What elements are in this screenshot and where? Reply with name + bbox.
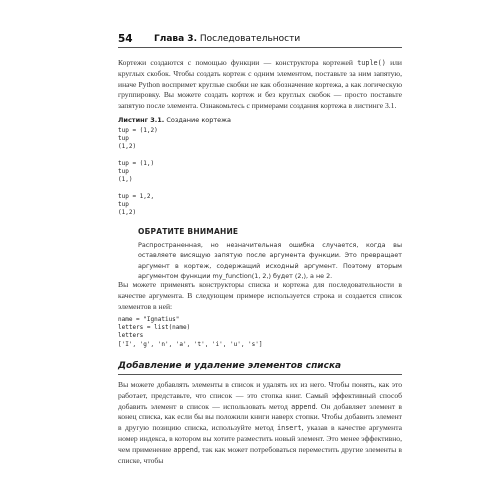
code-block-list: name = "Ignatius" letters = list(name) letters ['I', 'g', 'n', 'a', 't', 'i', 'u', 's'] <box>118 316 263 348</box>
inline-code-append: append <box>291 402 316 411</box>
listing-label: Листинг 3.1. <box>118 116 165 124</box>
paragraph-text: . Он добавляет элемент в конец списка, как если бы вы положили книги наверх стопки. Чтобы добавить элемент в другую позицию списка, используйте метод <box>118 401 402 433</box>
chapter-title: Последовательности <box>199 34 301 44</box>
running-header <box>118 33 402 47</box>
paragraph-tuples-intro <box>118 58 402 112</box>
chapter-header <box>154 34 300 44</box>
code-block-tuples: tup = (1,2) tup (1,2) tup = (1,) tup (1,) tup = 1,2, tup (1,2) <box>118 127 158 217</box>
listing-title: Создание кортежа <box>166 116 231 124</box>
paragraph-text: , указав в качестве аргумента номер индекса, в котором вы хотите разместить новый элемент. Это менее эффективно, чем применение <box>118 423 402 454</box>
paragraph-text: Вы можете добавлять элементы в список и удалять их из него. Чтобы понять, как это работает, представьте, что список — это стопка книг. Самый эффективный способ добавить элемент в список — использовать метод <box>118 380 402 411</box>
listing-caption <box>118 116 231 124</box>
section-divider <box>118 374 402 375</box>
paragraph-text: Кортежи создаются с помощью функции — конструктора кортежей <box>118 58 358 67</box>
chapter-label: Глава 3. <box>154 34 197 44</box>
page-number: 54 <box>118 33 133 45</box>
note-box <box>138 227 402 282</box>
inline-code-tuple: tuple() <box>357 59 386 67</box>
paragraph-list-append <box>118 380 402 466</box>
paragraph-text: , так как может потребоваться переместить другие элементы в списке, чтобы <box>118 444 403 465</box>
inline-code-append: append <box>173 445 198 454</box>
note-text: Распространенная, но незначительная ошибка случается, когда вы оставляете висящую запятую после аргумента функции. Это превращает аргумент в кортеж, содержащий исходный аргумент. Поэтому вторым аргументом функции my_function(1, 2,) будет (2,), а не 2. <box>138 241 402 281</box>
inline-code-insert: insert <box>277 424 302 433</box>
paragraph-text: или круглых скобок. Чтобы создать кортеж с одним элементом, поставьте за ним запятую, иначе Python воспримет круглые скобки не как обозначение кортежа, а как логическую группировку. Вы можете создать кортеж и без круглых скобок — просто поставьте запятую после элемента. Ознакомьтесь с примерами создания кортежа в листинге 3.1. <box>118 58 402 111</box>
note-title: ОБРАТИТЕ ВНИМАНИЕ <box>138 227 239 236</box>
header-divider <box>118 47 402 48</box>
paragraph-constructors: Вы можете применять конструкторы списка и кортежа для последовательности в качестве аргумента. В следующем примере используется строка и создается список элементов в ней: <box>118 280 402 311</box>
section-heading: Добавление и удаление элементов списка <box>118 361 342 371</box>
